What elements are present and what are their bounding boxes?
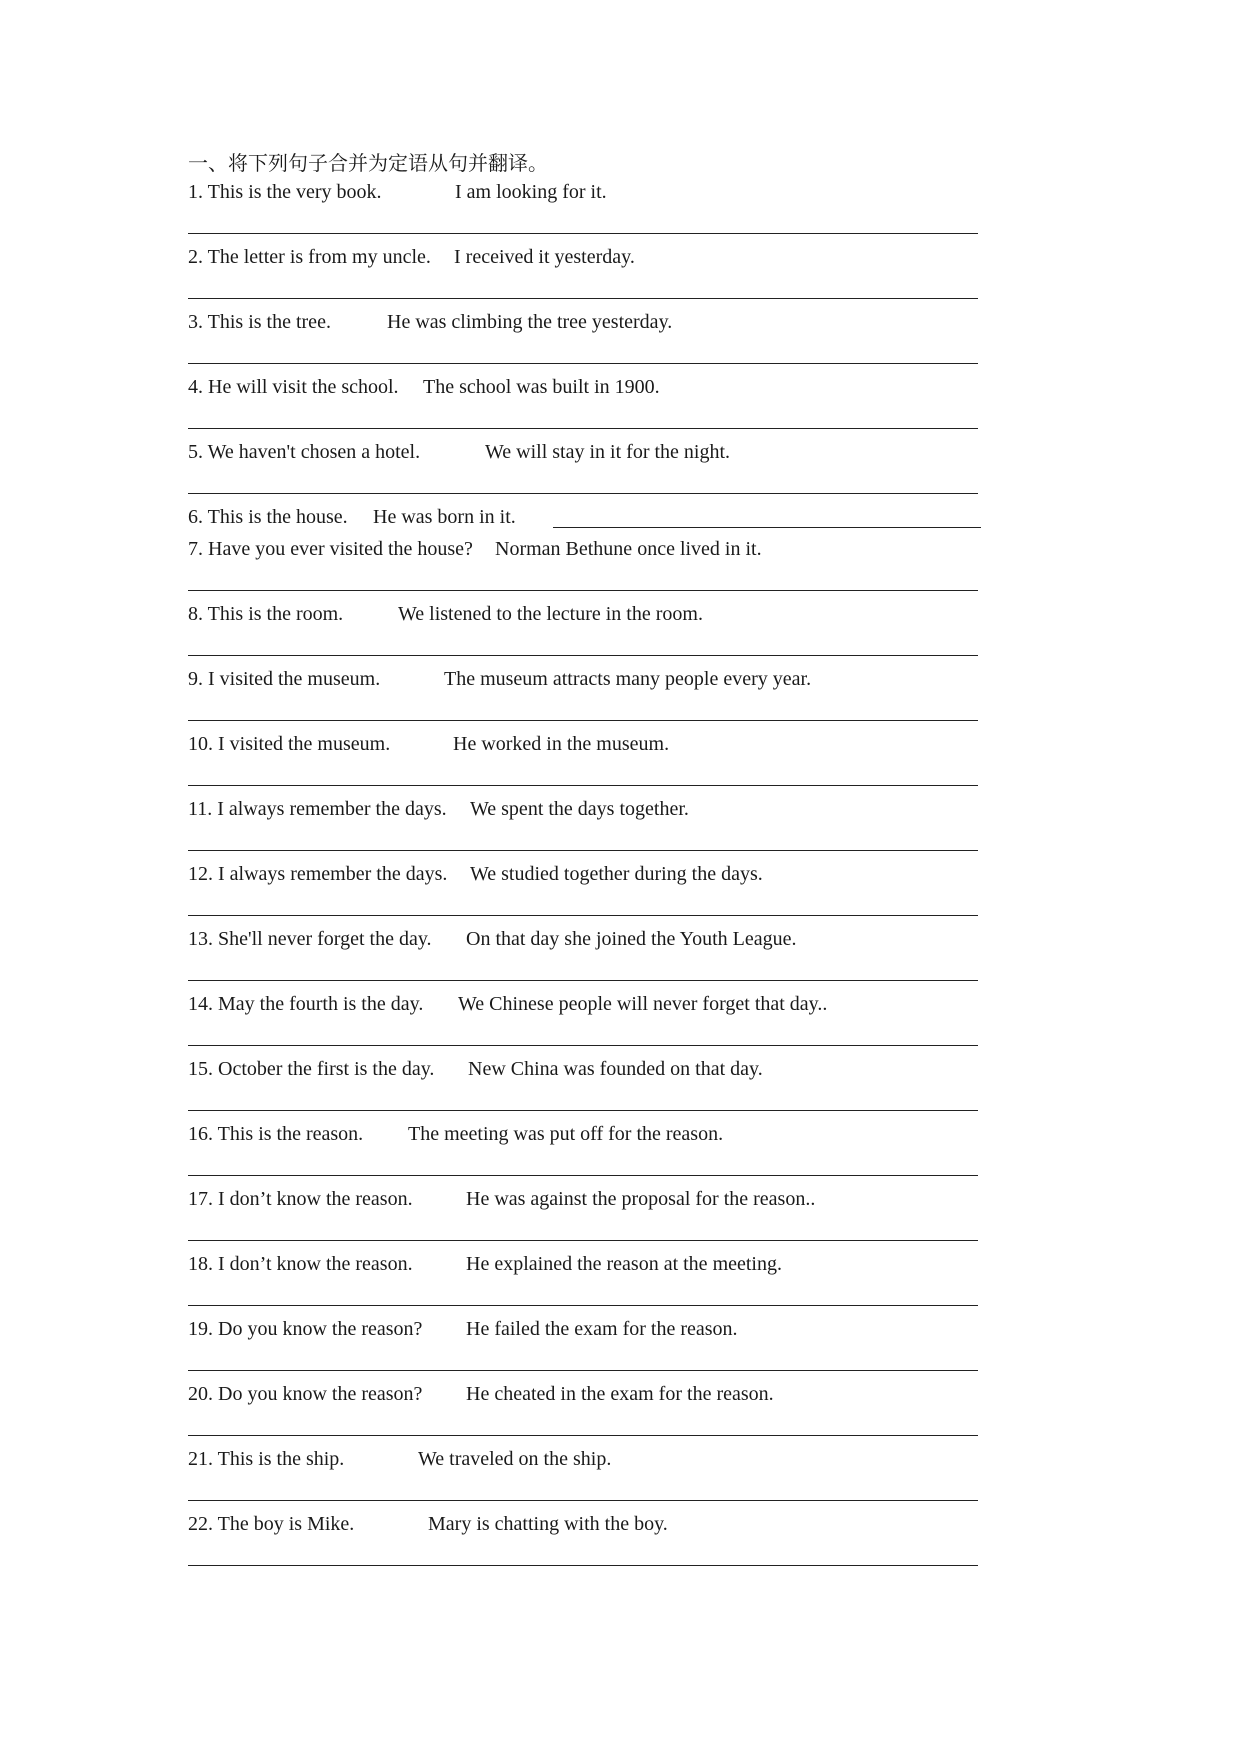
answer-line[interactable] [188, 1045, 978, 1046]
question [188, 243, 635, 271]
exercise-item-5 [188, 438, 978, 503]
answer-line[interactable] [553, 527, 981, 528]
question [188, 1380, 774, 1408]
sentence-b: We will stay in it for the night. [485, 441, 731, 463]
question [188, 1055, 763, 1083]
sentence-b: I received it yesterday. [454, 246, 635, 268]
sentence-a: 18. I don’t know the reason. [188, 1253, 413, 1275]
answer-line[interactable] [188, 363, 978, 364]
exercise-item-11 [188, 795, 978, 860]
answer-line[interactable] [188, 1565, 978, 1566]
question [188, 535, 762, 563]
question [188, 373, 660, 401]
answer-line[interactable] [188, 493, 978, 494]
sentence-a: 17. I don’t know the reason. [188, 1188, 413, 1210]
sentence-b: He was climbing the tree yesterday. [387, 311, 673, 333]
answer-line[interactable] [188, 1175, 978, 1176]
answer-line[interactable] [188, 1370, 978, 1371]
sentence-a: 7. Have you ever visited the house? [188, 538, 473, 560]
answer-line[interactable] [188, 720, 978, 721]
exercise-item-7 [188, 535, 978, 600]
answer-line[interactable] [188, 915, 978, 916]
question [188, 860, 763, 888]
exercise-item-3 [188, 308, 978, 373]
question [188, 1510, 668, 1538]
sentence-a: 8. This is the room. [188, 603, 344, 625]
sentence-a: 10. I visited the museum. [188, 733, 391, 755]
question [188, 1445, 612, 1473]
exercise-item-1 [188, 178, 978, 243]
sentence-b: On that day she joined the Youth League. [466, 928, 797, 950]
question [188, 503, 516, 531]
answer-line[interactable] [188, 655, 978, 656]
exercise-item-4 [188, 373, 978, 438]
question [188, 1120, 724, 1148]
answer-line[interactable] [188, 428, 978, 429]
sentence-b: He worked in the museum. [453, 733, 670, 755]
question [188, 730, 670, 758]
sentence-a: 5. We haven't chosen a hotel. [188, 441, 421, 463]
sentence-b: We spent the days together. [470, 798, 689, 820]
sentence-a: 13. She'll never forget the day. [188, 928, 432, 950]
sentence-b: He explained the reason at the meeting. [466, 1253, 782, 1275]
sentence-a: 20. Do you know the reason? [188, 1383, 423, 1405]
question [188, 990, 828, 1018]
sentence-a: 22. The boy is Mike. [188, 1513, 355, 1535]
exercise-item-17 [188, 1185, 978, 1250]
sentence-b: We traveled on the ship. [418, 1448, 612, 1470]
exercise-item-2 [188, 243, 978, 308]
question [188, 925, 797, 953]
sentence-a: 3. This is the tree. [188, 311, 331, 333]
answer-line[interactable] [188, 1305, 978, 1306]
answer-line[interactable] [188, 1110, 978, 1111]
sentence-a: 15. October the first is the day. [188, 1058, 435, 1080]
sentence-b: I am looking for it. [455, 181, 607, 203]
answer-line[interactable] [188, 850, 978, 851]
sentence-a: 9. I visited the museum. [188, 668, 381, 690]
answer-line[interactable] [188, 1500, 978, 1501]
sentence-b: We studied together during the days. [470, 863, 763, 885]
answer-line[interactable] [188, 1240, 978, 1241]
exercise-item-10 [188, 730, 978, 795]
exercise-item-9 [188, 665, 978, 730]
sentence-a: 12. I always remember the days. [188, 863, 448, 885]
exercise-item-18 [188, 1250, 978, 1315]
sentence-b: He was against the proposal for the reason.. [466, 1188, 816, 1210]
exercise-item-15 [188, 1055, 978, 1120]
sentence-a: 6. This is the house. [188, 506, 348, 528]
sentence-b: We Chinese people will never forget that day.. [458, 993, 828, 1015]
sentence-a: 4. He will visit the school. [188, 376, 399, 398]
sentence-a: 14. May the fourth is the day. [188, 993, 424, 1015]
answer-line[interactable] [188, 1435, 978, 1436]
sentence-b: Norman Bethune once lived in it. [495, 538, 762, 560]
question [188, 178, 607, 206]
exercise-item-14 [188, 990, 978, 1055]
sentence-a: 21. This is the ship. [188, 1448, 345, 1470]
sentence-a: 1. This is the very book. [188, 181, 382, 203]
question [188, 1185, 816, 1213]
exercise-item-8 [188, 600, 978, 665]
sentence-b: New China was founded on that day. [468, 1058, 763, 1080]
exercise-item-19 [188, 1315, 978, 1380]
section-heading: 一、将下列句子合并为定语从句并翻译。 [188, 153, 548, 175]
exercise-item-22 [188, 1510, 978, 1575]
question [188, 438, 731, 466]
sentence-b: We listened to the lecture in the room. [398, 603, 703, 625]
answer-line[interactable] [188, 980, 978, 981]
exercise-item-12 [188, 860, 978, 925]
sentence-b: He cheated in the exam for the reason. [466, 1383, 774, 1405]
question [188, 308, 673, 336]
sentence-a: 2. The letter is from my uncle. [188, 246, 431, 268]
exercise-item-16 [188, 1120, 978, 1185]
exercise-item-13 [188, 925, 978, 990]
question [188, 600, 703, 628]
sentence-a: 11. I always remember the days. [188, 798, 447, 820]
exercise-item-6 [188, 503, 978, 535]
question [188, 665, 812, 693]
sentence-a: 19. Do you know the reason? [188, 1318, 423, 1340]
answer-line[interactable] [188, 298, 978, 299]
answer-line[interactable] [188, 590, 978, 591]
question [188, 1250, 782, 1278]
sentence-b: The school was built in 1900. [423, 376, 660, 398]
question [188, 1315, 738, 1343]
sentence-b: He was born in it. [373, 506, 516, 528]
worksheet [188, 150, 978, 1575]
answer-line[interactable] [188, 785, 978, 786]
sentence-b: The museum attracts many people every year. [444, 668, 812, 690]
sentence-b: The meeting was put off for the reason. [408, 1123, 724, 1145]
sentence-b: He failed the exam for the reason. [466, 1318, 738, 1340]
exercise-item-21 [188, 1445, 978, 1510]
exercise-item-20 [188, 1380, 978, 1445]
sentence-b: Mary is chatting with the boy. [428, 1513, 668, 1535]
sentence-a: 16. This is the reason. [188, 1123, 364, 1145]
answer-line[interactable] [188, 233, 978, 234]
question [188, 795, 689, 823]
